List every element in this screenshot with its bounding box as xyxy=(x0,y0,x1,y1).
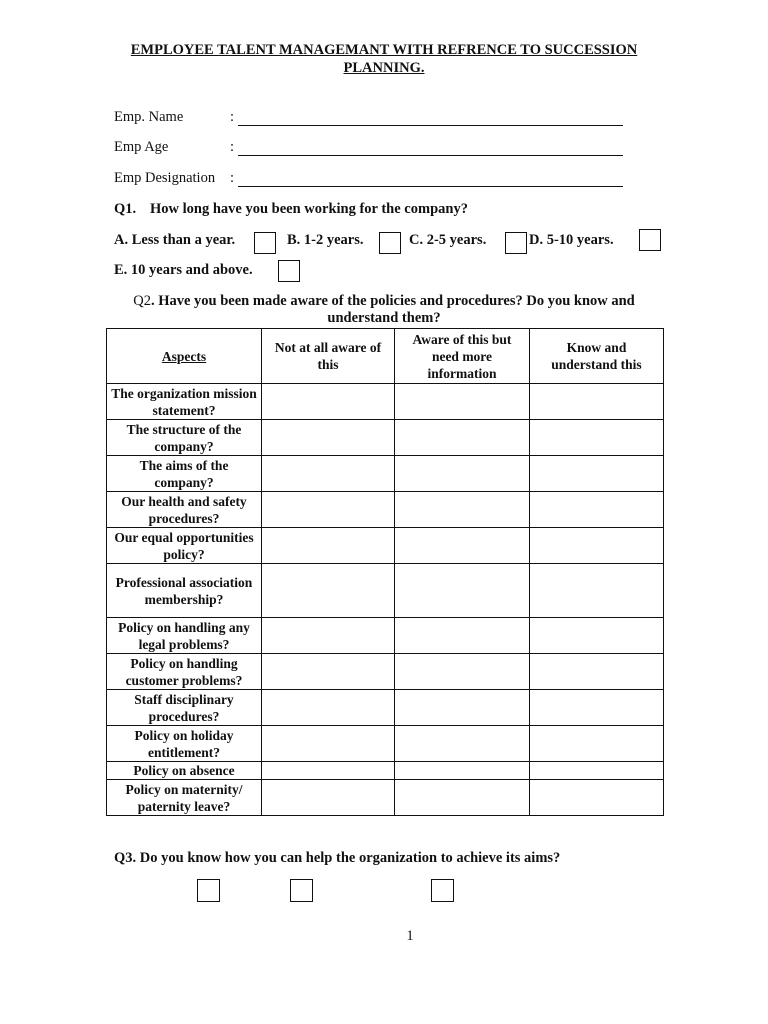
row-aspect: Staff disciplinary procedures? xyxy=(107,690,262,726)
cell-need-info[interactable] xyxy=(395,528,530,564)
header-know-understand: Know and understand this xyxy=(530,329,664,384)
q3-checkbox-1[interactable] xyxy=(197,879,220,902)
q3-checkbox-3[interactable] xyxy=(431,879,454,902)
table-row xyxy=(107,690,664,726)
cell-need-info[interactable] xyxy=(395,780,530,816)
policy-awareness-table xyxy=(106,328,664,816)
q1-checkbox-e[interactable] xyxy=(278,260,300,282)
cell-not-aware[interactable] xyxy=(262,528,395,564)
row-aspect: Professional association membership? xyxy=(107,564,262,618)
question-2-line-1 xyxy=(100,293,668,310)
cell-need-info[interactable] xyxy=(395,762,530,780)
cell-not-aware[interactable] xyxy=(262,492,395,528)
cell-not-aware[interactable] xyxy=(262,762,395,780)
document-title xyxy=(100,41,668,77)
cell-not-aware[interactable] xyxy=(262,456,395,492)
emp-designation-label: Emp Designation xyxy=(114,170,216,186)
row-aspect: The structure of the company? xyxy=(107,420,262,456)
q1-option-d: D. 5-10 years. xyxy=(529,232,614,248)
table-header-row xyxy=(107,329,664,384)
question-2-number: Q2 xyxy=(133,293,151,309)
question-3-number: Q3 xyxy=(114,850,133,866)
cell-not-aware[interactable] xyxy=(262,654,395,690)
table-row xyxy=(107,420,664,456)
cell-know-understand[interactable] xyxy=(530,654,664,690)
row-aspect: The organization mission statement? xyxy=(107,384,262,420)
row-aspect: Policy on maternity/ paternity leave? xyxy=(107,780,262,816)
table-row xyxy=(107,654,664,690)
table-row xyxy=(107,618,664,654)
table-row xyxy=(107,384,664,420)
question-2-text-1: . Have you been made aware of the policies and procedures? Do you know and xyxy=(150,293,635,309)
q1-checkbox-d[interactable] xyxy=(639,229,661,251)
cell-need-info[interactable] xyxy=(395,420,530,456)
emp-designation-line[interactable] xyxy=(238,186,623,187)
cell-need-info[interactable] xyxy=(395,564,530,618)
table-row xyxy=(107,528,664,564)
cell-not-aware[interactable] xyxy=(262,780,395,816)
header-not-aware: Not at all aware of this xyxy=(262,329,395,384)
page-number: 1 xyxy=(406,928,414,944)
cell-not-aware[interactable] xyxy=(262,384,395,420)
cell-know-understand[interactable] xyxy=(530,492,664,528)
question-1 xyxy=(114,201,468,218)
cell-know-understand[interactable] xyxy=(530,456,664,492)
cell-not-aware[interactable] xyxy=(262,690,395,726)
cell-need-info[interactable] xyxy=(395,618,530,654)
table-row xyxy=(107,780,664,816)
row-aspect: Policy on handling customer problems? xyxy=(107,654,262,690)
row-aspect: Policy on holiday entitlement? xyxy=(107,726,262,762)
emp-name-line[interactable] xyxy=(238,125,623,126)
cell-not-aware[interactable] xyxy=(262,564,395,618)
cell-know-understand[interactable] xyxy=(530,384,664,420)
question-2 xyxy=(100,293,668,327)
row-aspect: Our equal opportunities policy? xyxy=(107,528,262,564)
cell-need-info[interactable] xyxy=(395,726,530,762)
question-1-text: How long have you been working for the company? xyxy=(150,201,468,217)
row-aspect: Our health and safety procedures? xyxy=(107,492,262,528)
cell-know-understand[interactable] xyxy=(530,420,664,456)
cell-know-understand[interactable] xyxy=(530,564,664,618)
cell-not-aware[interactable] xyxy=(262,726,395,762)
title-line-2: PLANNING. xyxy=(343,60,425,76)
cell-not-aware[interactable] xyxy=(262,420,395,456)
row-aspect: Policy on absence xyxy=(107,762,262,780)
table-row xyxy=(107,726,664,762)
cell-not-aware[interactable] xyxy=(262,618,395,654)
table-row xyxy=(107,456,664,492)
question-1-number: Q1. xyxy=(114,201,137,217)
table-row xyxy=(107,564,664,618)
cell-know-understand[interactable] xyxy=(530,726,664,762)
table-row xyxy=(107,762,664,780)
cell-need-info[interactable] xyxy=(395,654,530,690)
q1-option-b: B. 1-2 years. xyxy=(287,232,364,248)
q3-checkbox-2[interactable] xyxy=(290,879,313,902)
table-row xyxy=(107,492,664,528)
question-3 xyxy=(114,850,560,867)
header-need-info: Aware of this but need more information xyxy=(395,329,530,384)
question-3-text: . Do you know how you can help the organization to achieve its aims? xyxy=(132,850,561,866)
emp-name-label: Emp. Name xyxy=(114,109,184,125)
emp-designation-colon: : xyxy=(230,170,235,186)
header-aspects: Aspects xyxy=(107,329,262,384)
question-2-text-2: understand them? xyxy=(327,310,441,326)
cell-know-understand[interactable] xyxy=(530,618,664,654)
q1-option-e: E. 10 years and above. xyxy=(114,262,253,278)
cell-need-info[interactable] xyxy=(395,690,530,726)
cell-need-info[interactable] xyxy=(395,492,530,528)
title-line-1: EMPLOYEE TALENT MANAGEMANT WITH REFRENCE TO SUCCESSION xyxy=(130,42,638,58)
q1-checkbox-b[interactable] xyxy=(379,232,401,254)
emp-age-line[interactable] xyxy=(238,155,623,156)
q1-checkbox-c[interactable] xyxy=(505,232,527,254)
emp-age-label: Emp Age xyxy=(114,139,169,155)
cell-need-info[interactable] xyxy=(395,456,530,492)
cell-know-understand[interactable] xyxy=(530,690,664,726)
cell-know-understand[interactable] xyxy=(530,528,664,564)
cell-need-info[interactable] xyxy=(395,384,530,420)
q1-checkbox-a[interactable] xyxy=(254,232,276,254)
cell-know-understand[interactable] xyxy=(530,762,664,780)
cell-know-understand[interactable] xyxy=(530,780,664,816)
q1-option-a: A. Less than a year. xyxy=(114,232,236,248)
emp-name-colon: : xyxy=(230,109,235,125)
emp-age-colon: : xyxy=(230,139,235,155)
q1-option-c: C. 2-5 years. xyxy=(409,232,487,248)
row-aspect: The aims of the company? xyxy=(107,456,262,492)
row-aspect: Policy on handling any legal problems? xyxy=(107,618,262,654)
